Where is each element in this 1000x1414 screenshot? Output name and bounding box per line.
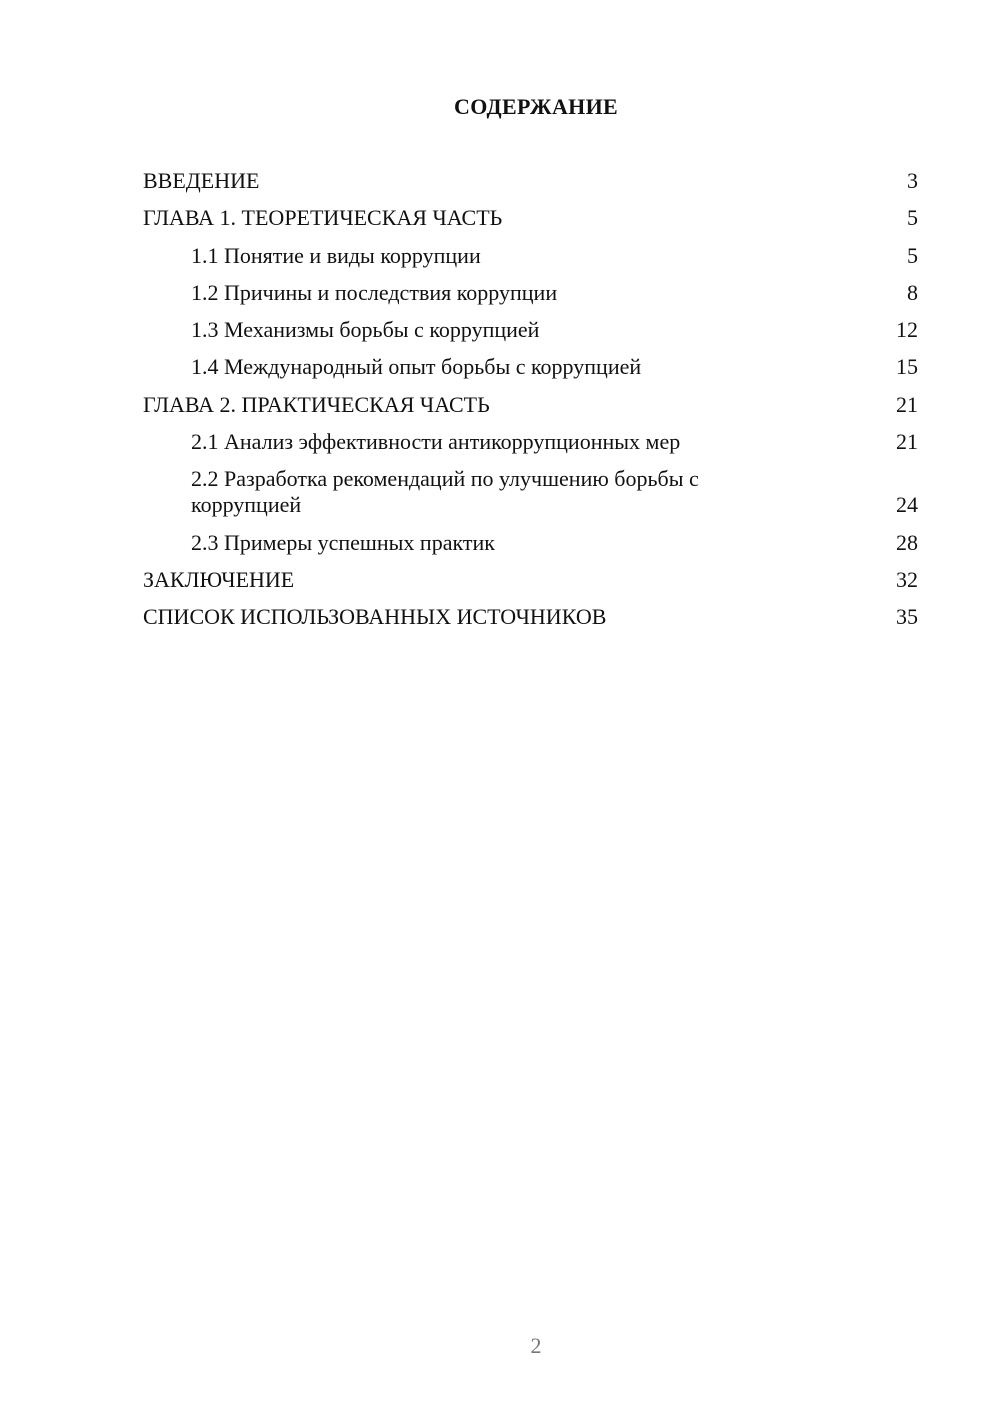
toc-entry-section-2-3 xyxy=(143,530,918,556)
toc-entry-label: 1.2 Причины и последствия коррупции xyxy=(191,279,558,305)
toc-entry-conclusion xyxy=(143,567,918,593)
toc-entry-section-1-4 xyxy=(143,354,918,380)
toc-entry-page: 12 xyxy=(896,317,918,343)
toc-entry-section-1-2 xyxy=(143,280,918,306)
toc-entry-page: 35 xyxy=(896,604,918,630)
toc-entry-page: 15 xyxy=(896,354,918,380)
toc-entry-chapter-1 xyxy=(143,205,918,231)
toc-entry-page: 21 xyxy=(896,429,918,455)
toc-entry-label: 1.4 Международный опыт борьбы с коррупцией xyxy=(191,354,642,380)
toc-entry-label: 2.3 Примеры успешных практик xyxy=(191,529,495,555)
toc-entry-page: 28 xyxy=(896,529,918,555)
toc-entry-section-1-1 xyxy=(143,243,918,269)
toc-entry-page: 5 xyxy=(907,205,918,231)
toc-entry-label: СПИСОК ИСПОЛЬЗОВАННЫХ ИСТОЧНИКОВ xyxy=(143,604,607,630)
toc-entry-label: ГЛАВА 2. ПРАКТИЧЕСКАЯ ЧАСТЬ xyxy=(143,391,490,417)
toc-entry-label: 1.1 Понятие и виды коррупции xyxy=(191,242,481,268)
toc-entry-introduction xyxy=(143,168,918,194)
toc-entry-label: 2.1 Анализ эффективности антикоррупционных мер xyxy=(191,429,681,455)
toc-entry-label: ГЛАВА 1. ТЕОРЕТИЧЕСКАЯ ЧАСТЬ xyxy=(143,205,503,231)
toc-entry-section-1-3 xyxy=(143,317,918,343)
toc-entry-page: 5 xyxy=(907,242,918,268)
toc-title: СОДЕРЖАНИЕ xyxy=(454,94,618,119)
toc-entry-page: 21 xyxy=(896,391,918,417)
toc-entry-page: 24 xyxy=(896,492,918,518)
toc-entry-page: 3 xyxy=(907,168,918,193)
toc-entry-label: ЗАКЛЮЧЕНИЕ xyxy=(143,566,295,592)
toc-entry-page: 8 xyxy=(907,279,918,305)
toc-entry-references xyxy=(143,604,918,630)
toc-entry-section-2-1 xyxy=(143,429,918,455)
table-of-contents xyxy=(143,168,918,642)
toc-entry-chapter-2 xyxy=(143,392,918,418)
toc-entry-section-2-2 xyxy=(143,466,918,518)
toc-entry-page: 32 xyxy=(896,566,918,592)
page-number: 2 xyxy=(530,1333,542,1358)
toc-entry-label: 1.3 Механизмы борьбы с коррупцией xyxy=(191,317,540,343)
toc-entry-label: ВВЕДЕНИЕ xyxy=(143,168,260,193)
toc-entry-label: 2.2 Разработка рекомендаций по улучшению борьбы с коррупцией xyxy=(191,466,699,518)
